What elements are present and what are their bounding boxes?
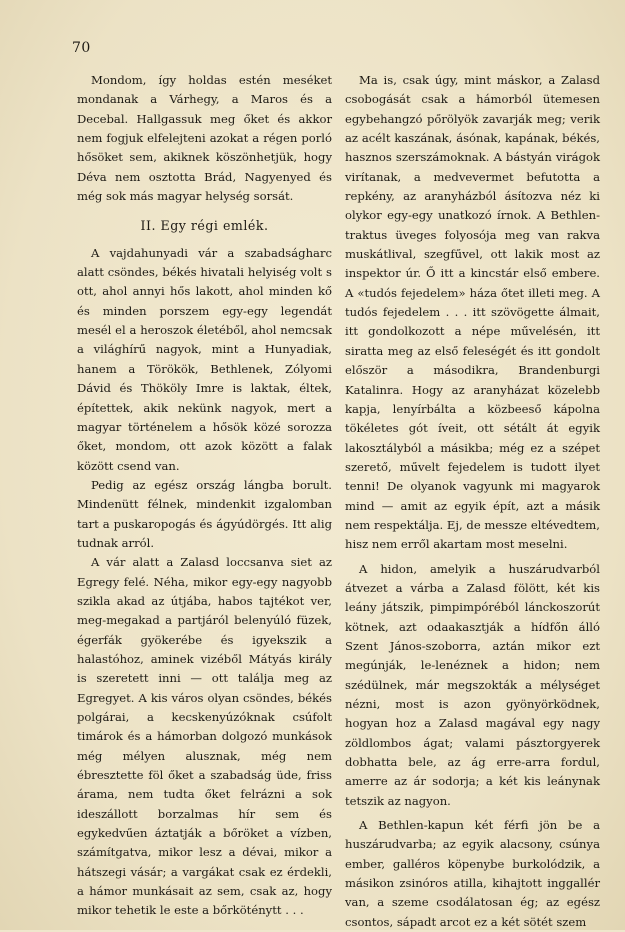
paragraph-zalasd: A vár alatt a Zalasd loccsanva siet az Egregy felé. Néha, mikor egy-egy nagyobb szikla akad az útjába, habos tajtékot ver, meg-megakad a partjáról belenyúló füzek, égerfák gyökerébe és igyekszik a halastóhoz, aminek vizéből Mátyás király is szeretett inni — ott találja meg az Egregyet. A kis város olyan csöndes, békés polgárai, a kecskenyúzóknak csúfolt timárok és a hámorban dolgozó munkások még mélyen alusznak, még nem ébresztette föl őket a szabadság üde, friss árama, nem tudta őket felrázni a sok ideszállott borzalmas hír sem és egykedvűen áztatják a bőröket a vízben, számítgatva, mikor lesz a dévai, mikor a hátszegi vásár; a vargákat csak ez érdekli, a hámor munkásait az sem, csak az, hogy mikor tehetik le este a bőrköténytt . . . <box>77 555 332 918</box>
paragraph-gate: A Bethlen-kapun két férfi jön be a huszárudvarba; az egyik alacsony, csúnya ember, galléros köpenybe burkolódzik, a másikon zsinóros atilla, kihajtott inggallér van, a szeme csodálatosan ég; az egész csontos, sápadt arcot ez a két sötét szem <box>345 818 600 929</box>
section-heading: II. Egy régi emlék. <box>140 218 269 234</box>
right-column <box>345 71 600 932</box>
paragraph-workshop: Ma is, csak úgy, mint máskor, a Zalasd csobogását csak a hámorból ütemesen egybehangzó pőrölyök zavarják meg; verik az acélt kaszának, ásónak, kapának, békés, hasznos szerszámoknak. A bástyán virágok virítanak, a medvevermet befutotta a repkény, az aranyházból ásítozva néz ki olykor egy-egy unatkozó írnok. A Bethlen-traktus üveges folyosója meg van rakva muskátlival, szegfűvel, ott lakik most az inspektor úr. Ő itt a kincstár első embere. A «tudós fejedelem» háza őtet illeti meg. A tudós fejedelem . . . itt szövögette álmait, itt gondolkozott a népe művelésén, itt siratta meg az első feleségét és itt gondolt először a másodikra, Brandenburgi Katalinra. Hogy az aranyházat közelebb kapja, lenyírbálta a közbeeső kápolna tökéletes gót íveit, ott sétált át egyik lakosztályból a másikba; még ez a szépet szerető, művelt fejedelem is tudott ilyet tenni! De olyanok vagyunk mi magyarok mind — amit az egyik épít, azt a másik nem respektálja. Ej, de messze eltévedtem, hisz nem erről akartam most meselni. <box>345 73 600 552</box>
paragraph-bridge: A hidon, amelyik a huszárudvarból átvezet a várba a Zalasd fölött, két kis leány játszik, pimpimpóréból lánckoszorút kötnek, azt odaakasztják a hídfőn álló Szent János-szoborra, aztán mikor ezt megúnják, le-lenéznek a hidon; nem szédülnek, már megszokták a mélységet nézni, most is azon gyönyörködnek, hogyan hoz a Zalasd magával egy nagy zöldlombos ágat; valami pásztorgyerek dobhatta bele, az ág erre-arra fordul, amerre az ár sodorja; a két kis leánynak tetszik az nagyon. <box>345 561 600 808</box>
page-number: 70 <box>72 40 91 56</box>
left-column <box>77 71 332 921</box>
paragraph-country: Pedig az egész ország lángba borult. Mindenütt félnek, mindenkit izgalomban tart a puskaropogás és ágyúdörgés. Itt alig tudnak arról. <box>77 477 332 550</box>
paragraph-castle: A vajdahunyadi vár a szabadságharc alatt csöndes, békés hivatali helyiség volt s ott, ahol annyi hős lakott, ahol minden kő és minden porszem egy-egy legendát mesél el a heroszok életéből, ahol nemcsak a világhírű nagyok, mint a Hunyadiak, hanem a Törökök, Bethlenek, Zólyomi Dávid és Thököly Imre is laktak, éltek, építettek, akik nekünk nagyok, mert a magyar történelem a hősök közé sorozza őket, mondom, ott azok között a falak között csend van. <box>77 245 332 473</box>
paragraph-intro: Mondom, így holdas estén meséket mondanak a Várhegy, a Maros és a Decebal. Hallgassuk meg őket és akkor nem fogjuk elfelejteni azokat a régen porló hősöket sem, akiknek köszönhetjük, hogy Déva nem osztotta Brád, Nagyenyed és még sok más magyar helység sorsát. <box>77 73 332 204</box>
